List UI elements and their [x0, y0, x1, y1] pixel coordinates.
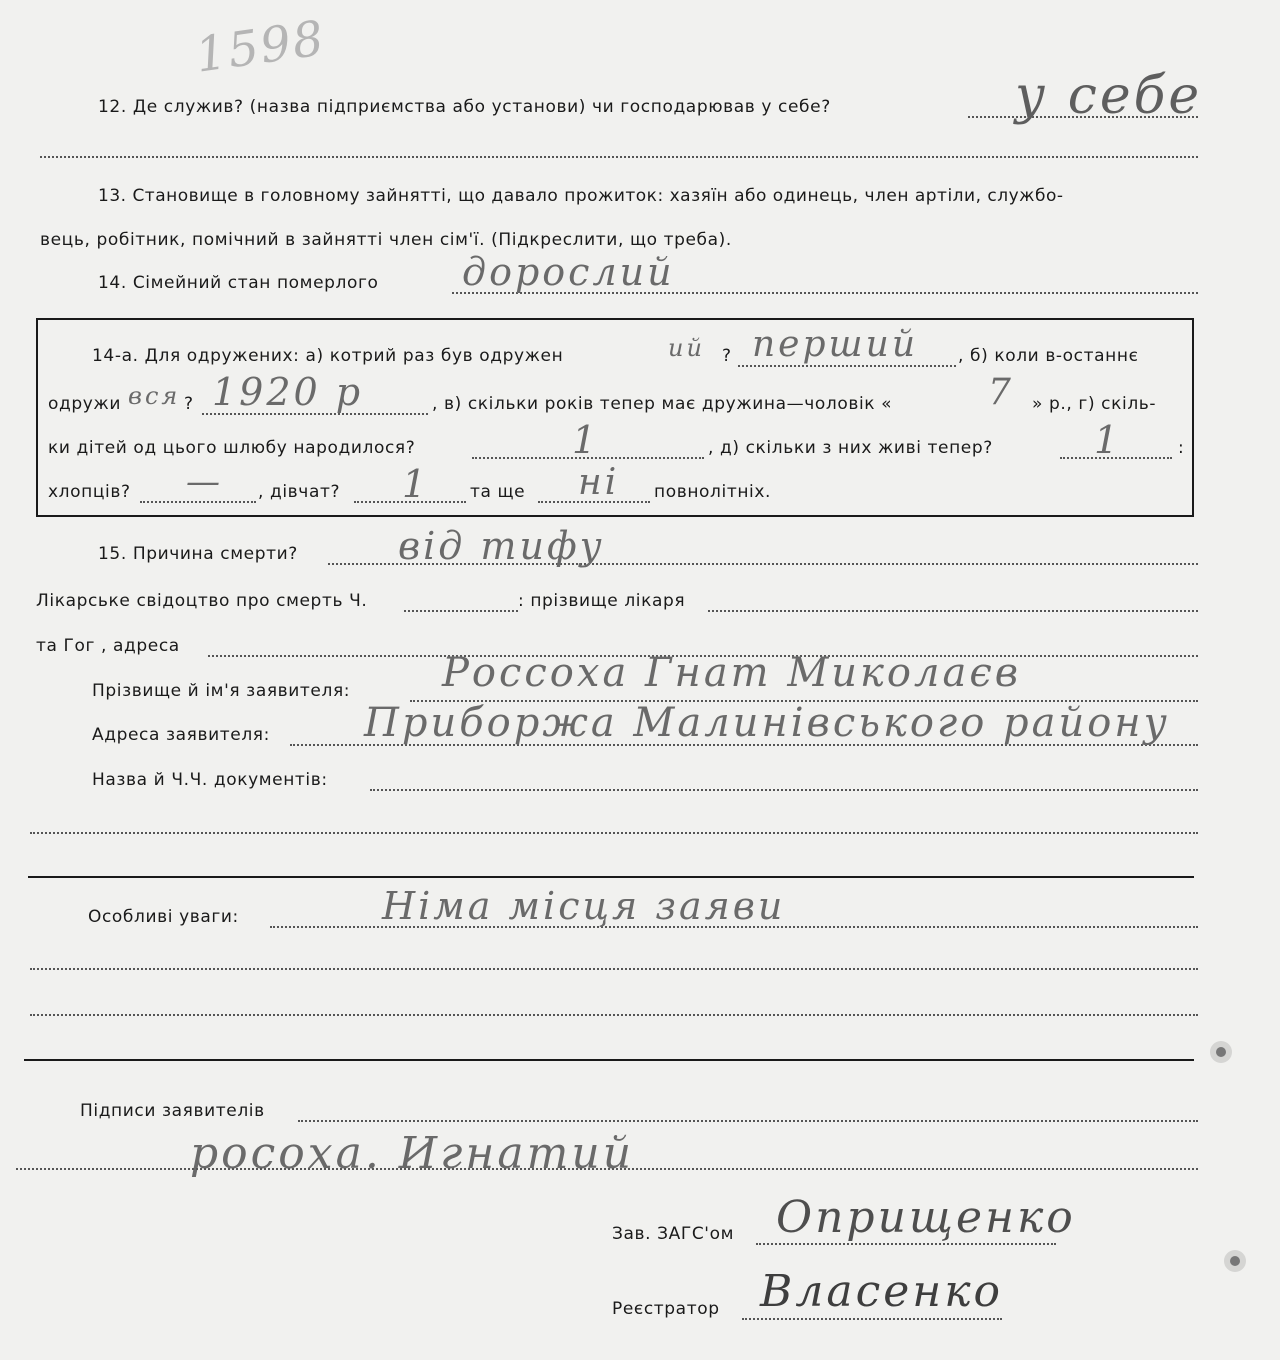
q14a-label-b2: одружи	[48, 394, 121, 414]
doctor-fill-line	[708, 610, 1198, 612]
applicant-name-label: Прізвище й ім'я заявителя:	[92, 681, 351, 701]
q14a-label-v: , в) скільки років тепер має дружина—чоловік «	[432, 394, 893, 414]
notes-label: Особливі уваги:	[88, 907, 239, 927]
q14a-answer-boys[interactable]: —	[186, 462, 223, 502]
signatures-continuation-line	[16, 1168, 1198, 1170]
q14a-answer-girls[interactable]: 1	[402, 462, 430, 506]
q14a-label-v2: » р., г) скіль-	[1032, 394, 1157, 414]
q14a-label-adult: повнолітніх.	[654, 482, 772, 502]
applicant-docs-continuation-line	[30, 832, 1198, 834]
registrar-label: Реєстратор	[612, 1299, 720, 1319]
registrar-signature[interactable]: Власенко	[760, 1266, 1004, 1317]
med-cert-number-line	[404, 610, 518, 612]
q14a-label-b: , б) коли в-останнє	[958, 346, 1139, 366]
q14a-label-girls: , дівчат?	[258, 482, 341, 502]
applicant-address-answer[interactable]: Приборжа Малинівського району	[364, 700, 1170, 746]
section-divider-1	[28, 876, 1194, 878]
q14a-label-d: , д) скільки з них живі тепер?	[708, 438, 993, 458]
registry-head-signature[interactable]: Оприщенко	[776, 1192, 1076, 1243]
q14a-answer-a[interactable]: перший	[752, 324, 919, 365]
q12-label: 12. Де служив? (назва підприємства або установи) чи господарював у себе?	[98, 97, 831, 117]
q14a-answer-more[interactable]: ні	[578, 462, 620, 503]
applicant-docs-fill-line	[370, 789, 1198, 791]
q14a-answer-g[interactable]: 1	[572, 418, 600, 462]
q14a-label-more: та ще	[470, 482, 526, 502]
archive-number: 1598	[192, 10, 329, 84]
q14a-label-a: 14-а. Для одружених: а) котрий раз був одружен	[92, 346, 564, 366]
q13-line2: вець, робітник, помічний в зайнятті член сім'ї. (Підкреслити, що треба).	[40, 230, 732, 250]
notes-continuation-line-1	[30, 968, 1198, 970]
applicant-name-answer[interactable]: Россоха Гнат Миколаєв	[442, 650, 1022, 696]
q15-label: 15. Причина смерти?	[98, 544, 298, 564]
notes-continuation-line-2	[30, 1014, 1198, 1016]
applicant-docs-label: Назва й Ч.Ч. документів:	[92, 770, 328, 790]
punch-hole-mark	[1230, 1256, 1240, 1266]
q15-answer[interactable]: від тифу	[398, 524, 605, 568]
q14a-question-mark-b: ?	[184, 394, 194, 414]
q14a-answer-d[interactable]: 1	[1094, 418, 1122, 462]
q14a-label-boys: хлопців?	[48, 482, 131, 502]
med-cert-label: Лікарське свідоцтво про смерть Ч.	[36, 591, 368, 611]
q14-answer[interactable]: дорослий	[462, 250, 675, 294]
applicant-address-label: Адреса заявителя:	[92, 725, 270, 745]
signatures-fill-line	[298, 1120, 1198, 1122]
q14a-suffix-a[interactable]: ий	[668, 334, 705, 362]
q13-line1: 13. Становище в головному зайнятті, що давало прожиток: хазяїн або одинець, член артіли, службо-	[98, 186, 1064, 206]
q14a-suffix-b[interactable]: вся	[128, 382, 181, 410]
q14a-colon: :	[1178, 438, 1185, 458]
notes-answer[interactable]: Німа місця заяви	[382, 884, 786, 928]
q12-continuation-line	[40, 156, 1198, 158]
punch-hole-mark	[1216, 1047, 1226, 1057]
registry-head-fill-line	[756, 1243, 1056, 1245]
signatures-answer[interactable]: росоха. Игнатий	[190, 1128, 635, 1179]
q14a-label-g: ки дітей од цього шлюбу народилося?	[48, 438, 416, 458]
q14a-question-mark-a: ?	[722, 346, 732, 366]
q14a-fill-line-a	[738, 365, 956, 367]
registrar-fill-line	[742, 1318, 1002, 1320]
doctor-label: : прізвище лікаря	[518, 591, 686, 611]
signatures-label: Підписи заявителів	[80, 1101, 265, 1121]
q14a-answer-v[interactable]: 7	[988, 372, 1014, 413]
q12-answer[interactable]: у себе	[1015, 66, 1203, 126]
q14-label: 14. Сімейний стан померлого	[98, 273, 379, 293]
section-divider-2	[24, 1059, 1194, 1061]
address-row-label: та Гог , адреса	[36, 636, 180, 656]
registry-head-label: Зав. ЗАГС'ом	[612, 1224, 735, 1244]
q14a-answer-b[interactable]: 1920 р	[212, 370, 364, 414]
